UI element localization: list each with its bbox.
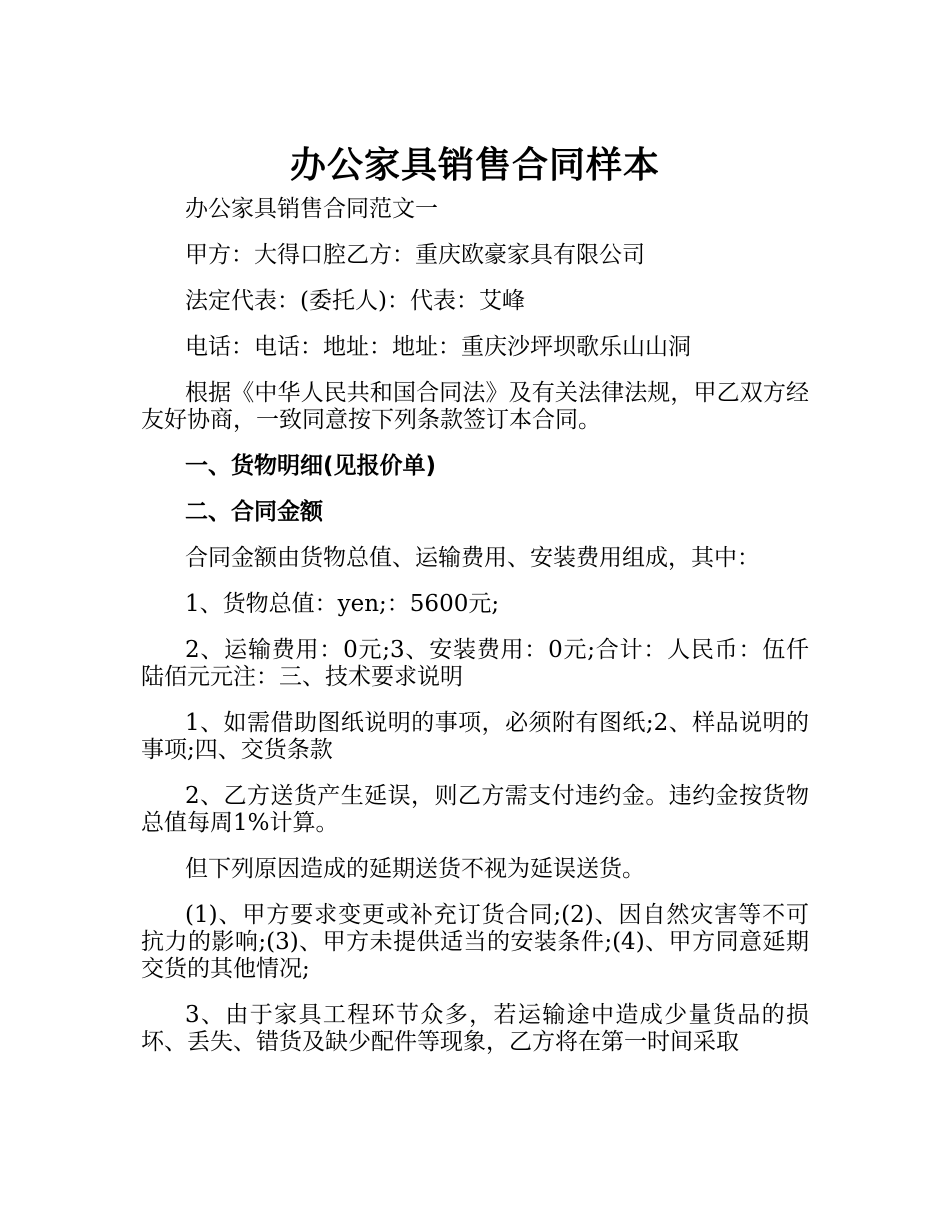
- paragraph: 2、乙方送货产生延误，则乙方需支付违约金。违约金按货物总值每周1%计算。: [141, 783, 809, 836]
- paragraph: 合同金额由货物总值、运输费用、安装费用组成，其中：: [185, 545, 760, 571]
- paragraph: 但下列原因造成的延期送货不视为延误送货。: [185, 856, 645, 882]
- section-heading: 一、货物明细(见报价单): [185, 453, 437, 479]
- paragraph: 3、由于家具工程环节众多，若运输途中造成少量货品的损坏、丢失、错货及缺少配件等现象，乙方将在第一时间采取: [141, 1002, 809, 1055]
- paragraph: 办公家具销售合同范文一: [185, 196, 438, 222]
- paragraph: 电话：电话：地址：地址：重庆沙坪坝歌乐山山洞: [185, 334, 691, 360]
- paragraph: 根据《中华人民共和国合同法》及有关法律法规，甲乙双方经友好协商，一致同意按下列条款签订本合同。: [141, 380, 809, 433]
- paragraph: 2、运输费用：0元;3、安装费用：0元;合计：人民币：伍仟陆佰元元注：三、技术要求说明: [141, 637, 809, 690]
- paragraph: 甲方：大得口腔乙方：重庆欧豪家具有限公司: [185, 242, 645, 268]
- document-body: [141, 196, 809, 1075]
- paragraph: 1、货物总值：yen;：5600元;: [185, 591, 500, 617]
- paragraph: 1、如需借助图纸说明的事项，必须附有图纸;2、样品说明的事项;四、交货条款: [141, 710, 809, 763]
- section-heading: 二、合同金额: [185, 499, 323, 525]
- paragraph: 法定代表：(委托人)：代表：艾峰: [185, 288, 525, 314]
- document-title: 办公家具销售合同样本: [289, 145, 660, 187]
- paragraph: (1)、甲方要求变更或补充订货合同;(2)、因自然灾害等不可抗力的影响;(3)、甲方未提供适当的安装条件;(4)、甲方同意延期交货的其他情况;: [141, 902, 809, 982]
